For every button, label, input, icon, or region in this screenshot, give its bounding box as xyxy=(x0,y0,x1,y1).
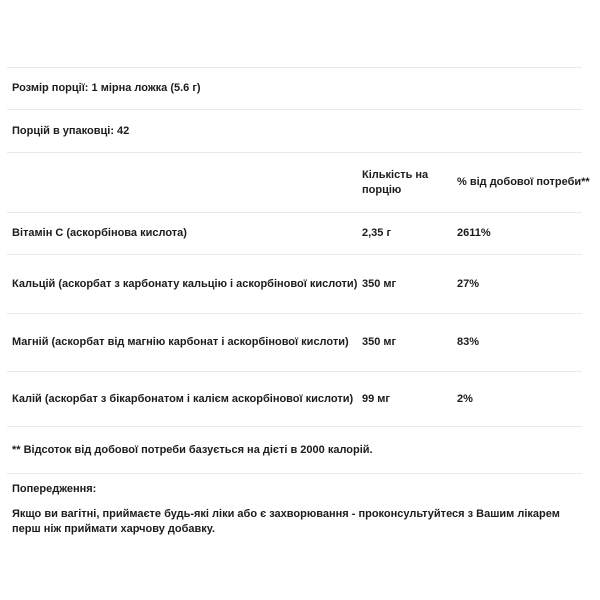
table-header-row xyxy=(7,153,590,213)
supplement-facts-panel xyxy=(7,67,590,537)
nutrient-name: Магній (аскорбат від магнію карбонат і аскорбінової кислоти) xyxy=(12,336,349,348)
daily-value-footnote-text: ** Відсоток від добової потреби базується на дієті в 2000 калорій. xyxy=(12,443,373,456)
nutrient-amount: 350 мг xyxy=(362,277,397,290)
nutrient-amount: 350 мг xyxy=(362,336,397,348)
daily-value-footnote-row xyxy=(7,427,582,474)
servings-per-container-text: Порцій в упаковці: 42 xyxy=(12,124,130,137)
warning-title: Попередження: xyxy=(12,483,97,495)
nutrient-amount: 99 мг xyxy=(362,392,391,405)
table-row-magnesium xyxy=(7,314,582,372)
warning-section xyxy=(7,474,582,537)
serving-size-text: Розмір порції: 1 мірна ложка (5.6 г) xyxy=(12,82,201,94)
table-row-potassium xyxy=(7,372,582,427)
nutrient-amount: 2,35 г xyxy=(362,227,392,239)
nutrient-daily-value: 83% xyxy=(457,336,480,348)
nutrient-daily-value: 2% xyxy=(457,392,473,405)
nutrient-name: Вітамін C (аскорбінова кислота) xyxy=(12,227,187,239)
servings-per-container-row xyxy=(7,110,582,153)
nutrient-daily-value: 27% xyxy=(457,277,480,290)
nutrient-name: Калій (аскорбат з бікарбонатом і калієм аскорбінової кислоти) xyxy=(12,392,354,405)
serving-size-row xyxy=(7,68,582,110)
warning-body: Якщо ви вагітні, приймаєте будь-які ліки або є захворювання - проконсультуйтеся з Вашим лікарем перш ніж приймати харчову добавку. xyxy=(12,508,560,535)
table-row-calcium xyxy=(7,255,582,314)
column-header-daily-value: % від добової потреби** xyxy=(457,176,590,188)
table-row-vitamin-c xyxy=(7,213,582,255)
column-header-amount: Кількість на порцію xyxy=(362,168,429,196)
nutrient-daily-value: 2611% xyxy=(457,227,491,239)
nutrient-name: Кальцій (аскорбат з карбонату кальцію і аскорбінової кислоти) xyxy=(12,277,358,290)
